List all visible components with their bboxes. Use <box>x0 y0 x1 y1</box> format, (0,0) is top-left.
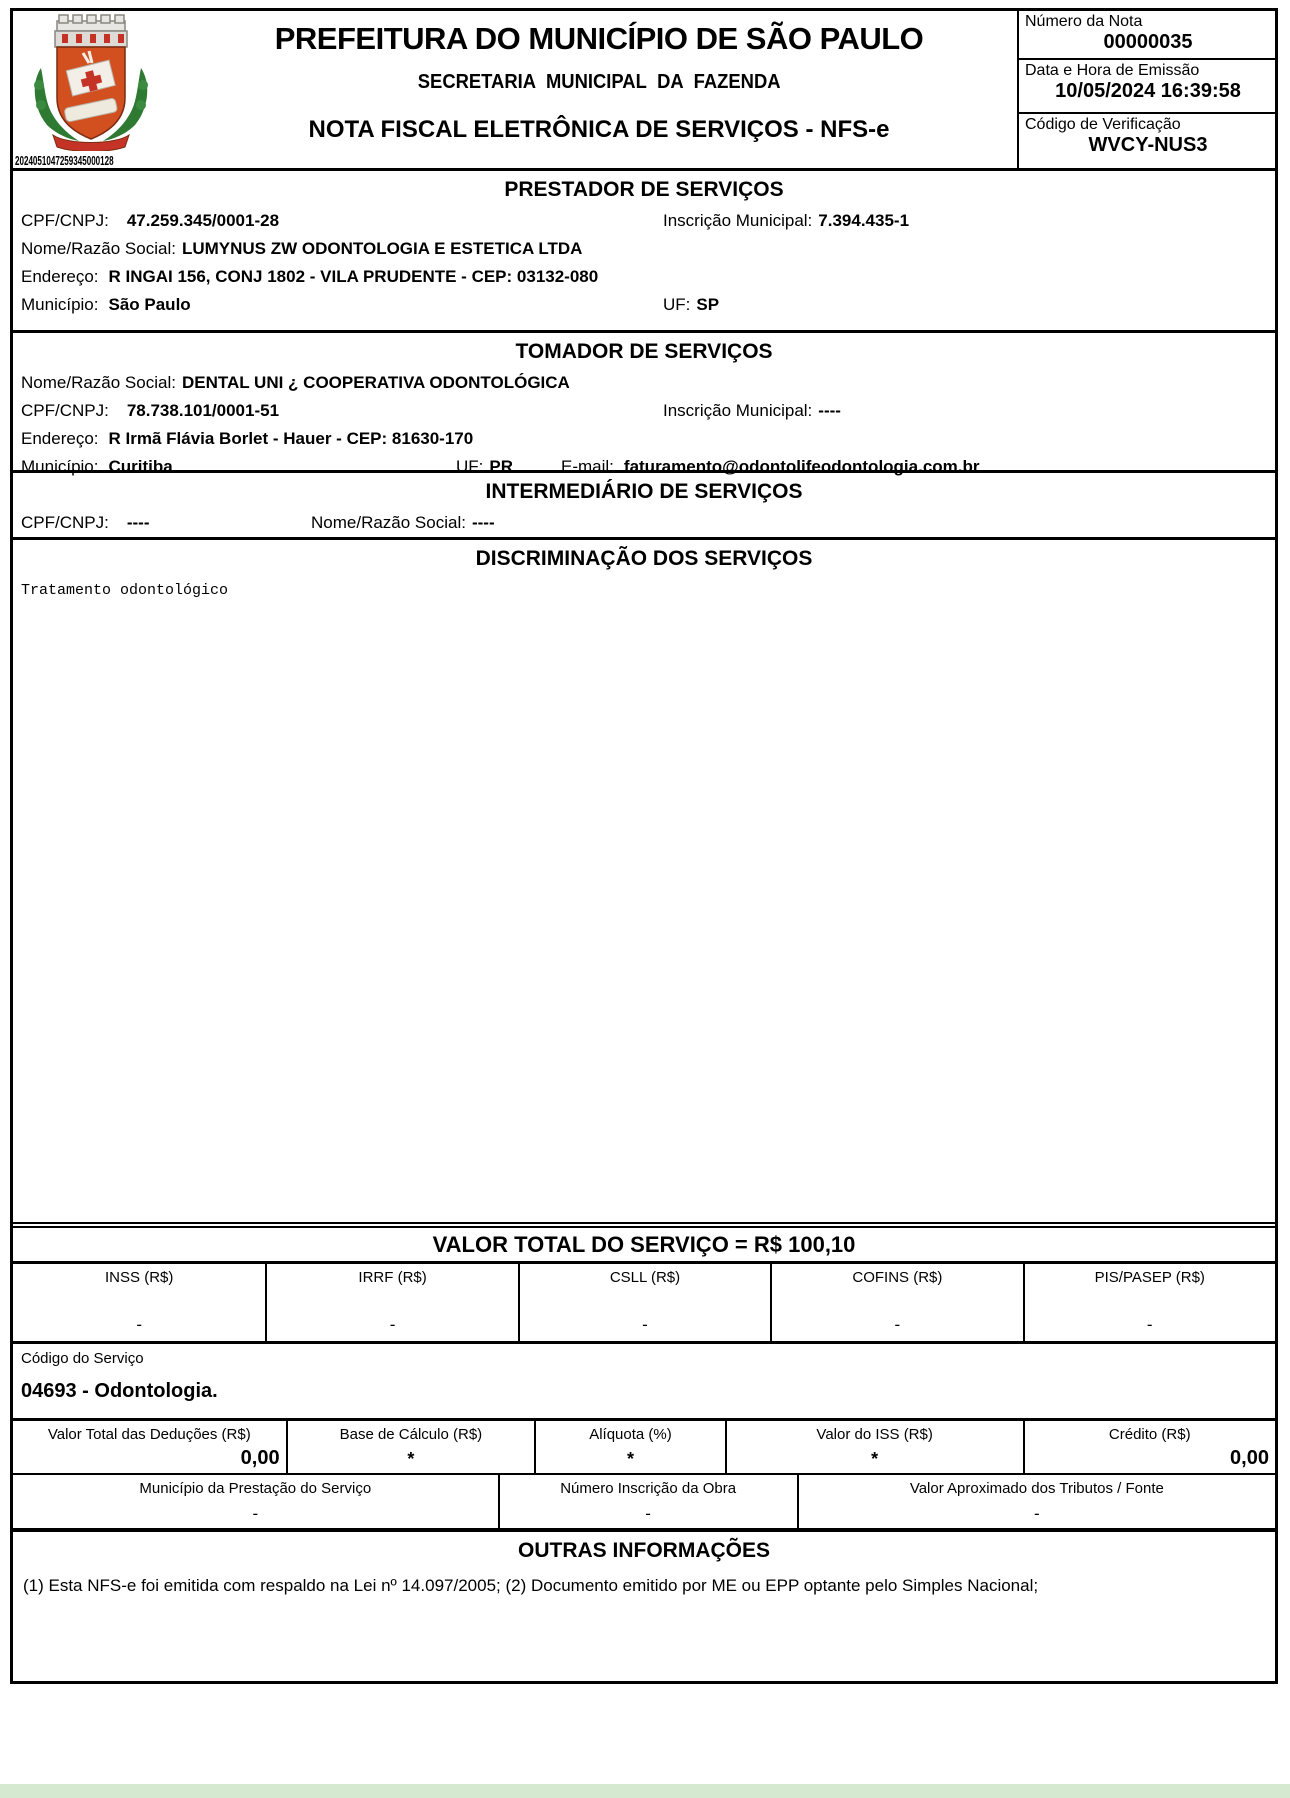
csll-label: CSLL (R$) <box>609 1269 681 1286</box>
pispasep-label: PIS/PASEP (R$) <box>1094 1269 1205 1286</box>
tomador-municipio-label: Município: <box>21 457 99 476</box>
header-info-box <box>1017 11 1275 168</box>
municipio-prestacao-value: - <box>252 1504 259 1523</box>
emissao-label: Data e Hora de Emissão <box>1025 62 1200 79</box>
prestador-cnpj-label: CPF/CNPJ: <box>21 211 109 230</box>
cofins-label: COFINS (R$) <box>852 1269 943 1286</box>
subtitle-secretaria: SECRETARIA MUNICIPAL DA FAZENDA <box>417 71 781 93</box>
prestador-endereco-value: R INGAI 156, CONJ 1802 - VILA PRUDENTE - CEP: 03132-080 <box>108 267 599 286</box>
verificacao-cell <box>1019 114 1275 168</box>
invoice-numeric-code: 2024051047259345000128 <box>15 153 114 168</box>
irrf-label: IRRF (R$) <box>358 1269 427 1286</box>
prestador-row-municipio <box>13 291 1275 319</box>
aliquota-value: * <box>626 1449 634 1469</box>
tomador-nome-value: DENTAL UNI ¿ COOPERATIVA ODONTOLÓGICA <box>181 373 570 392</box>
prestador-im-label: Inscrição Municipal: <box>663 211 813 230</box>
subtitle-nfse: NOTA FISCAL ELETRÔNICA DE SERVIÇOS - NFS-e <box>308 116 890 143</box>
base-calculo-value: * <box>407 1449 415 1469</box>
tomador-row-nome <box>13 369 1275 397</box>
prestador-nome-label: Nome/Razão Social: <box>21 239 176 258</box>
discriminacao-text: Tratamento odontológico <box>21 582 229 599</box>
prestador-cnpj-value: 47.259.345/0001-28 <box>126 211 280 230</box>
prestador-endereco-label: Endereço: <box>21 267 99 286</box>
codigo-servico-section <box>13 1341 1275 1418</box>
header-titles <box>181 11 1017 168</box>
prestador-section <box>13 168 1275 330</box>
tributos-fonte-label: Valor Aproximado dos Tributos / Fonte <box>909 1480 1164 1497</box>
prestador-title: PRESTADOR DE SERVIÇOS <box>504 178 784 201</box>
discriminacao-title: DISCRIMINAÇÃO DOS SERVIÇOS <box>475 547 813 570</box>
tomador-endereco-label: Endereço: <box>21 429 99 448</box>
valor-iss-value: * <box>871 1449 879 1469</box>
emissao-cell <box>1019 60 1275 114</box>
tomador-nome-label: Nome/Razão Social: <box>21 373 176 392</box>
calculo-col-iss <box>725 1421 1023 1473</box>
deducoes-value: 0,00 <box>240 1447 280 1469</box>
inscricao-obra-value: - <box>645 1504 651 1523</box>
emissao-value: 10/05/2024 16:39:58 <box>1055 80 1241 102</box>
valor-total-text: VALOR TOTAL DO SERVIÇO = R$ 100,10 <box>432 1231 856 1257</box>
calculo-col-base <box>286 1421 535 1473</box>
calculo-col-aliquota <box>534 1421 725 1473</box>
cofins-value: - <box>894 1315 901 1334</box>
tomador-email-value: faturamento@odontolifeodontologia.com.br <box>623 457 980 476</box>
tomador-uf-label: UF: <box>456 457 484 476</box>
tomador-section <box>13 330 1275 476</box>
calculo-col-credito <box>1023 1421 1275 1473</box>
verificacao-label: Código de Verificação <box>1025 116 1181 133</box>
local-table <box>13 1473 1275 1528</box>
local-col-municipio <box>13 1475 498 1528</box>
numero-nota-cell <box>1019 11 1275 60</box>
irrf-value: - <box>389 1315 396 1334</box>
local-col-obra <box>498 1475 797 1528</box>
inss-value: - <box>136 1315 143 1334</box>
tomador-endereco-value: R Irmã Flávia Borlet - Hauer - CEP: 81630-170 <box>108 429 474 448</box>
inss-label: INSS (R$) <box>105 1269 174 1286</box>
tomador-row-endereco <box>13 425 1275 453</box>
page-title: PREFEITURA DO MUNICÍPIO DE SÃO PAULO <box>274 21 924 56</box>
bottom-green-strip <box>0 1784 1290 1798</box>
aliquota-label: Alíquota (%) <box>589 1426 672 1443</box>
calculo-table <box>13 1418 1275 1473</box>
prestador-uf-label: UF: <box>663 295 691 314</box>
header-logo-area <box>13 11 181 168</box>
prestador-municipio-label: Município: <box>21 295 99 314</box>
prestador-nome-value: LUMYNUS ZW ODONTOLOGIA E ESTETICA LTDA <box>181 239 583 258</box>
valor-iss-label: Valor do ISS (R$) <box>816 1426 933 1443</box>
tomador-row-cnpj <box>13 397 1275 425</box>
prestador-row-nome <box>13 235 1275 263</box>
impostos-table <box>13 1261 1275 1341</box>
prestador-municipio-value: São Paulo <box>108 295 191 314</box>
outras-title: OUTRAS INFORMAÇÕES <box>518 1539 770 1562</box>
tributos-fonte-value: - <box>1034 1504 1040 1523</box>
intermediario-row <box>13 509 1275 537</box>
tomador-im-value: ---- <box>818 401 841 420</box>
codigo-servico-label: Código do Serviço <box>21 1350 144 1367</box>
tomador-email-label: E-mail: <box>561 457 614 476</box>
credito-label: Crédito (R$) <box>1108 1426 1191 1443</box>
prestador-row-endereco <box>13 263 1275 291</box>
impostos-col-irrf <box>265 1264 517 1341</box>
local-col-tributos <box>797 1475 1275 1528</box>
inscricao-obra-label: Número Inscrição da Obra <box>560 1480 737 1497</box>
intermediario-title: INTERMEDIÁRIO DE SERVIÇOS <box>485 480 803 503</box>
outras-text: (1) Esta NFS-e foi emitida com respaldo na Lei nº 14.097/2005; (2) Documento emitido por ME ou EPP optante pelo Simples Nacional; <box>23 1576 1039 1595</box>
nfse-document <box>10 8 1278 1684</box>
header <box>13 11 1275 168</box>
prestador-im-value: 7.394.435-1 <box>818 211 910 230</box>
calculo-col-deducoes <box>13 1421 286 1473</box>
credito-value: 0,00 <box>1230 1447 1269 1469</box>
tomador-cnpj-value: 78.738.101/0001-51 <box>126 401 280 420</box>
sao-paulo-coat-of-arms-icon <box>27 13 155 151</box>
intermediario-nome-value: ---- <box>471 513 495 532</box>
tomador-im-label: Inscrição Municipal: <box>663 401 813 420</box>
intermediario-nome-label: Nome/Razão Social: <box>311 513 466 532</box>
numero-nota-value: 00000035 <box>1103 31 1193 53</box>
prestador-row-cnpj <box>13 207 1275 235</box>
municipio-prestacao-label: Município da Prestação do Serviço <box>139 1480 372 1497</box>
impostos-col-csll <box>518 1264 770 1341</box>
outras-informacoes-section <box>13 1528 1275 1681</box>
impostos-col-inss <box>13 1264 265 1341</box>
tomador-cnpj-label: CPF/CNPJ: <box>21 401 109 420</box>
base-calculo-label: Base de Cálculo (R$) <box>339 1426 483 1443</box>
intermediario-section <box>13 470 1275 537</box>
csll-value: - <box>642 1315 648 1334</box>
numero-nota-label: Número da Nota <box>1025 13 1143 30</box>
pispasep-value: - <box>1146 1315 1153 1334</box>
intermediario-cnpj-label: CPF/CNPJ: <box>21 513 109 532</box>
valor-total-row <box>13 1222 1275 1261</box>
verificacao-value: WVCY-NUS3 <box>1088 134 1208 156</box>
discriminacao-section <box>13 537 1275 1222</box>
impostos-col-pispasep <box>1023 1264 1275 1341</box>
deducoes-label: Valor Total das Deduções (R$) <box>47 1426 251 1443</box>
tomador-municipio-value: Curitiba <box>108 457 173 476</box>
prestador-uf-value: SP <box>696 295 720 314</box>
codigo-servico-value: 04693 - Odontologia. <box>21 1380 218 1402</box>
impostos-col-cofins <box>770 1264 1022 1341</box>
tomador-title: TOMADOR DE SERVIÇOS <box>515 340 773 363</box>
intermediario-cnpj-value: ---- <box>126 513 150 532</box>
tomador-uf-value: PR <box>489 457 514 476</box>
